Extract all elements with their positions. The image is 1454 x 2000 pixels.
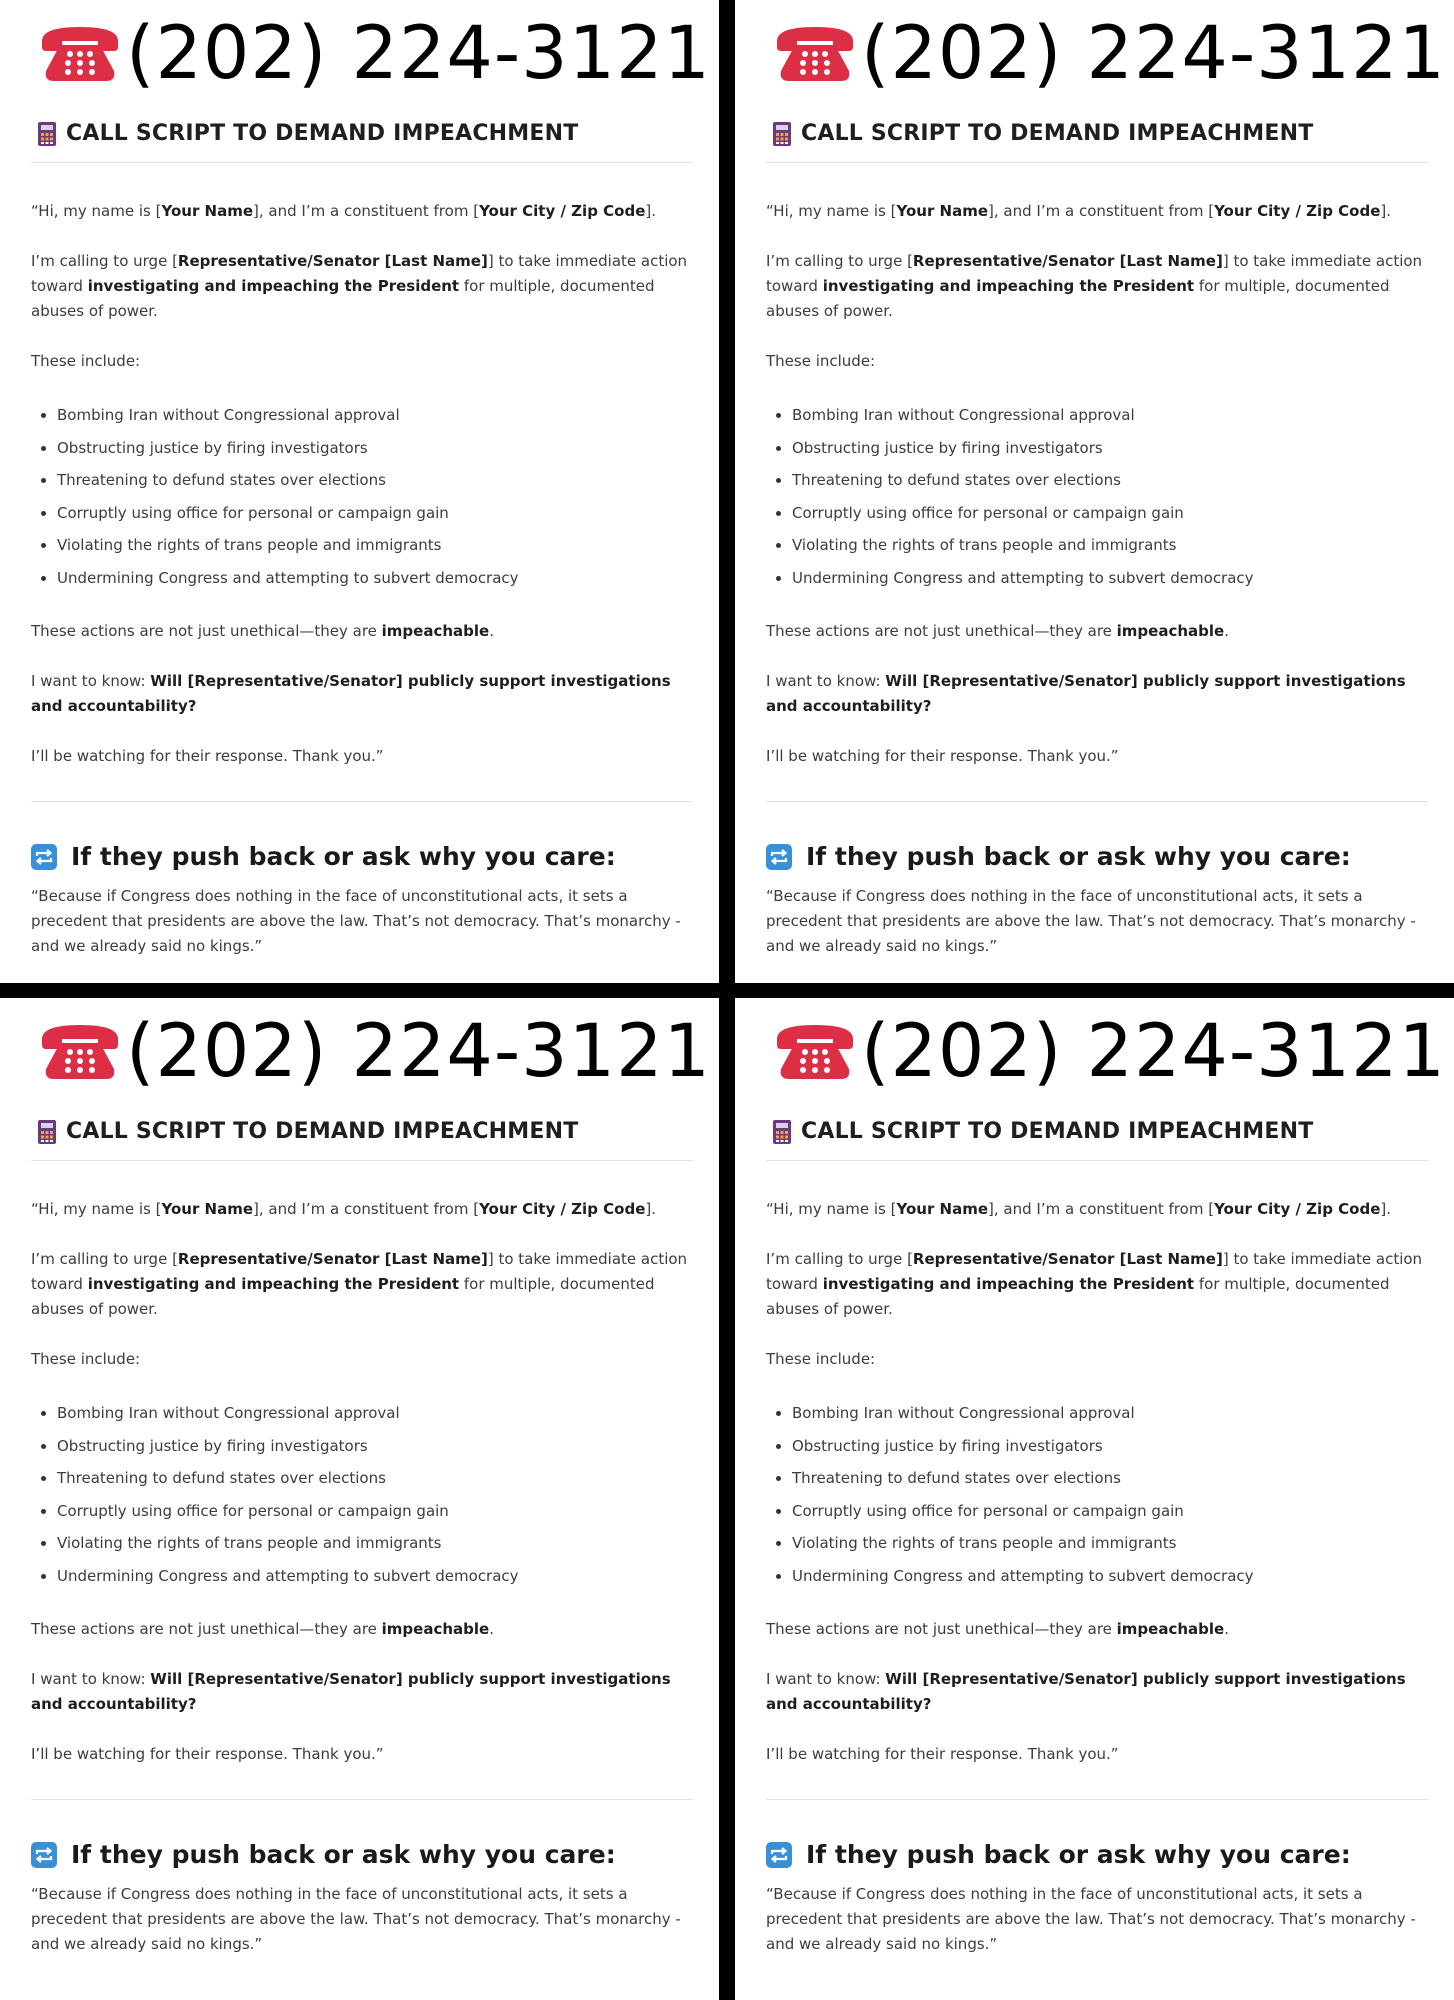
telephone-icon [38,1021,122,1083]
calculator-icon [38,1120,56,1144]
list-item: • Threatening to defund states over elections [57,464,696,497]
want-paragraph: I want to know: Will [Representative/Senator] publicly support investigations and accountability? [766,672,1406,715]
phone-header [38,11,711,96]
list-item: • Corruptly using office for personal or campaign gain [57,1495,696,1528]
urge-paragraph: I’m calling to urge [Representative/Senator [Last Name]] to take immediate action toward investigating and impeaching the President for multiple, documented abuses of power. [31,1250,688,1318]
pushback-title: If they push back or ask why you care: [71,842,616,871]
abuses-list [31,1397,696,1592]
actions-paragraph: These actions are not just unethical—they are impeachable. [31,622,494,640]
script-title: CALL SCRIPT TO DEMAND IMPEACHMENT [66,1119,579,1144]
phone-number: (202) 224-3121 [861,11,1446,96]
abuses-list [31,399,696,594]
list-item: • Bombing Iran without Congressional approval [57,399,696,432]
divider [31,1160,693,1161]
calculator-icon [773,1120,791,1144]
list-item: • Obstructing justice by firing investigators [792,1430,1431,1463]
pushback-response: “Because if Congress does nothing in the face of unconstitutional acts, it sets a precedent that presidents are above the law. That’s not democracy. That’s monarchy - and we already said no kings.” [766,1885,1416,1953]
telephone-icon [38,23,122,85]
divider [766,1799,1428,1800]
list-item: • Undermining Congress and attempting to subvert democracy [57,562,696,595]
telephone-icon [773,1021,857,1083]
list-item: • Corruptly using office for personal or campaign gain [792,497,1431,530]
actions-paragraph: These actions are not just unethical—they are impeachable. [766,622,1229,640]
abuses-list [766,399,1431,594]
list-item: • Threatening to defund states over elections [57,1462,696,1495]
urge-paragraph: I’m calling to urge [Representative/Senator [Last Name]] to take immediate action toward investigating and impeaching the President for multiple, documented abuses of power. [766,1250,1423,1318]
pushback-title: If they push back or ask why you care: [806,842,1351,871]
divider [766,162,1428,163]
greeting-paragraph: “Hi, my name is [Your Name], and I’m a constituent from [Your City / Zip Code]. [31,1200,656,1218]
list-item: • Bombing Iran without Congressional approval [57,1397,696,1430]
calculator-icon [773,122,791,146]
urge-paragraph: I’m calling to urge [Representative/Senator [Last Name]] to take immediate action toward investigating and impeaching the President for multiple, documented abuses of power. [766,252,1423,320]
call-script-panel [0,998,719,2000]
script-title: CALL SCRIPT TO DEMAND IMPEACHMENT [801,1119,1314,1144]
script-heading [38,1119,578,1144]
call-script-panel [0,0,719,983]
repeat-icon [31,1842,57,1868]
phone-number: (202) 224-3121 [126,1009,711,1094]
phone-number: (202) 224-3121 [126,11,711,96]
repeat-icon [766,1842,792,1868]
list-item: • Corruptly using office for personal or campaign gain [792,1495,1431,1528]
closing-paragraph: I’ll be watching for their response. Thank you.” [766,1745,1119,1763]
pushback-title: If they push back or ask why you care: [71,1840,616,1869]
pushback-heading [31,1840,616,1869]
closing-paragraph: I’ll be watching for their response. Thank you.” [31,1745,384,1763]
divider [31,801,693,802]
calculator-icon [38,122,56,146]
closing-paragraph: I’ll be watching for their response. Thank you.” [766,747,1119,765]
phone-header [773,11,1446,96]
include-intro: These include: [31,1350,141,1368]
urge-paragraph: I’m calling to urge [Representative/Senator [Last Name]] to take immediate action toward investigating and impeaching the President for multiple, documented abuses of power. [31,252,688,320]
closing-paragraph: I’ll be watching for their response. Thank you.” [31,747,384,765]
divider [766,1160,1428,1161]
greeting-paragraph: “Hi, my name is [Your Name], and I’m a constituent from [Your City / Zip Code]. [766,1200,1391,1218]
list-item: • Violating the rights of trans people and immigrants [57,529,696,562]
list-item: • Undermining Congress and attempting to subvert democracy [792,1560,1431,1593]
call-script-panel [735,998,1454,2000]
list-item: • Obstructing justice by firing investigators [57,432,696,465]
script-body [766,1197,1431,1792]
actions-paragraph: These actions are not just unethical—they are impeachable. [31,1620,494,1638]
actions-paragraph: These actions are not just unethical—they are impeachable. [766,1620,1229,1638]
pushback-response: “Because if Congress does nothing in the face of unconstitutional acts, it sets a precedent that presidents are above the law. That’s not democracy. That’s monarchy - and we already said no kings.” [31,887,681,955]
script-heading [38,121,578,146]
pushback-heading [31,842,616,871]
list-item: • Undermining Congress and attempting to subvert democracy [792,562,1431,595]
divider [31,1799,693,1800]
pushback-heading [766,1840,1351,1869]
call-script-panel [735,0,1454,983]
list-item: • Obstructing justice by firing investigators [57,1430,696,1463]
script-title: CALL SCRIPT TO DEMAND IMPEACHMENT [66,121,579,146]
include-intro: These include: [766,1350,876,1368]
list-item: • Bombing Iran without Congressional approval [792,399,1431,432]
script-heading [773,121,1313,146]
list-item: • Violating the rights of trans people and immigrants [792,1527,1431,1560]
include-intro: These include: [766,352,876,370]
list-item: • Violating the rights of trans people and immigrants [792,529,1431,562]
want-paragraph: I want to know: Will [Representative/Senator] publicly support investigations and accountability? [766,1670,1406,1713]
divider [31,162,693,163]
abuses-list [766,1397,1431,1592]
script-title: CALL SCRIPT TO DEMAND IMPEACHMENT [801,121,1314,146]
phone-header [38,1009,711,1094]
greeting-paragraph: “Hi, my name is [Your Name], and I’m a constituent from [Your City / Zip Code]. [31,202,656,220]
list-item: • Undermining Congress and attempting to subvert democracy [57,1560,696,1593]
pushback-response: “Because if Congress does nothing in the face of unconstitutional acts, it sets a precedent that presidents are above the law. That’s not democracy. That’s monarchy - and we already said no kings.” [766,887,1416,955]
list-item: • Corruptly using office for personal or campaign gain [57,497,696,530]
divider [766,801,1428,802]
script-body [31,1197,696,1792]
list-item: • Violating the rights of trans people and immigrants [57,1527,696,1560]
phone-header [773,1009,1446,1094]
list-item: • Obstructing justice by firing investigators [792,432,1431,465]
want-paragraph: I want to know: Will [Representative/Senator] publicly support investigations and accountability? [31,672,671,715]
script-body [31,199,696,794]
list-item: • Bombing Iran without Congressional approval [792,1397,1431,1430]
pushback-title: If they push back or ask why you care: [806,1840,1351,1869]
phone-number: (202) 224-3121 [861,1009,1446,1094]
pushback-heading [766,842,1351,871]
repeat-icon [31,844,57,870]
telephone-icon [773,23,857,85]
want-paragraph: I want to know: Will [Representative/Senator] publicly support investigations and accountability? [31,1670,671,1713]
pushback-response: “Because if Congress does nothing in the face of unconstitutional acts, it sets a precedent that presidents are above the law. That’s not democracy. That’s monarchy - and we already said no kings.” [31,1885,681,1953]
include-intro: These include: [31,352,141,370]
script-heading [773,1119,1313,1144]
list-item: • Threatening to defund states over elections [792,464,1431,497]
greeting-paragraph: “Hi, my name is [Your Name], and I’m a constituent from [Your City / Zip Code]. [766,202,1391,220]
repeat-icon [766,844,792,870]
list-item: • Threatening to defund states over elections [792,1462,1431,1495]
script-body [766,199,1431,794]
